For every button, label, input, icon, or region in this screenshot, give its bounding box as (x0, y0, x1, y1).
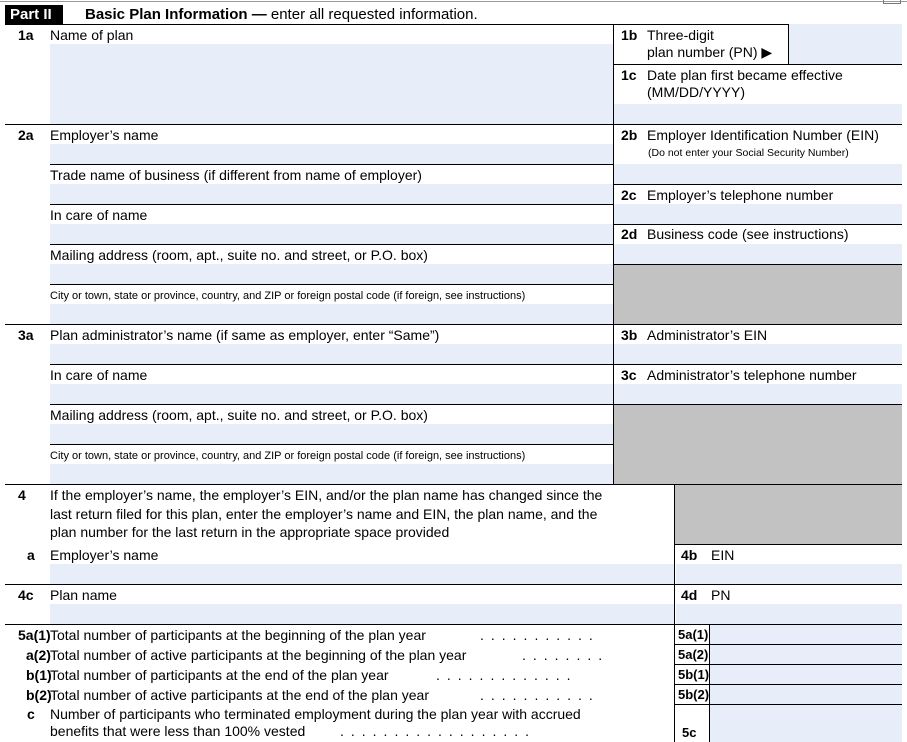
prior-plan-name-field[interactable] (50, 604, 674, 624)
rule-2b (614, 184, 902, 185)
label-2d: Business code (see instructions) (647, 226, 849, 242)
date-effective-field[interactable] (614, 104, 902, 124)
text-4-line2: last return filed for this plan, enter the employer’s name and EIN, the plan name, and the (50, 506, 598, 522)
rule-3a-2 (50, 404, 614, 405)
label-2c: Employer’s telephone number (647, 187, 834, 203)
prior-ein-field[interactable] (676, 564, 902, 584)
num-4b: 4b (681, 547, 698, 563)
num-5a2: a(2) (26, 647, 51, 663)
num-4a: a (27, 547, 35, 563)
label-employer-name: Employer’s name (50, 127, 159, 143)
label-4b: EIN (711, 547, 735, 563)
rule-4-shade (675, 544, 902, 545)
label-1b-line2: plan number (PN) ▶ (647, 44, 773, 60)
divider-1b (788, 24, 789, 64)
shaded-area-2 (614, 265, 902, 324)
label-admin-name: Plan administrator’s name (if same as employer, enter “Same”) (50, 327, 440, 343)
rule-3a-3 (50, 444, 614, 445)
num-3b: 3b (621, 327, 638, 343)
part-title-bold: Basic Plan Information — (85, 6, 267, 23)
prior-employer-name-field[interactable] (50, 564, 674, 584)
leader-5a2: ........ (522, 647, 610, 663)
admin-ein-field[interactable] (614, 344, 902, 364)
active-participants-end-field[interactable] (710, 685, 902, 704)
label-2a-mailing: Mailing address (room, apt., suite no. and street, or P.O. box) (50, 247, 428, 263)
label-5a1: Total number of participants at the beginning of the plan year (50, 627, 426, 643)
label-5c-line2: benefits that were less than 100% vested (50, 723, 306, 739)
num-3a: 3a (18, 327, 34, 343)
rule-2a-3 (50, 244, 614, 245)
label-3c: Administrator’s telephone number (647, 367, 857, 383)
trade-name-field[interactable] (50, 184, 613, 204)
plan-number-field[interactable] (788, 24, 902, 64)
num-4: 4 (18, 487, 26, 503)
label-5a2: Total number of active participants at the beginning of the plan year (50, 647, 467, 663)
active-participants-begin-field[interactable] (710, 645, 902, 664)
text-4-line3: plan number for the last return in the appropriate space provided (50, 524, 450, 540)
num-1c: 1c (621, 67, 637, 83)
text-4-line1: If the employer’s name, the employer’s EIN, and/or the plan name has changed since the (50, 487, 603, 503)
leader-5c: .................. (340, 723, 537, 739)
label-5c-line1: Number of participants who terminated employment during the plan year with accrued (50, 706, 581, 722)
label-1b-line1: Three-digit (647, 27, 714, 43)
label-1c-line2: (MM/DD/YYYY) (647, 84, 745, 100)
label-2b: Employer Identification Number (EIN) (647, 127, 879, 143)
rule-section1 (5, 124, 902, 125)
rule-1b-bottom (614, 64, 902, 65)
leader-5a1: ........... (480, 627, 600, 643)
label-2a-care-of: In care of name (50, 207, 148, 223)
participants-end-field[interactable] (710, 665, 902, 684)
employer-phone-field[interactable] (614, 204, 902, 224)
admin-phone-field[interactable] (614, 384, 902, 404)
num-2c: 2c (621, 187, 637, 203)
employer-city-field[interactable] (50, 304, 613, 324)
column-divider-lower (674, 484, 675, 742)
part-label: Part II (5, 5, 63, 24)
employer-mailing-field[interactable] (50, 264, 613, 284)
rule-2a-2 (50, 204, 614, 205)
admin-mailing-field[interactable] (50, 424, 613, 444)
shaded-area-3 (614, 405, 902, 484)
rule-section2 (5, 324, 902, 325)
rule-3a-1 (50, 364, 614, 365)
part-instruction: enter all requested information. (270, 6, 478, 23)
rule-2c (614, 224, 902, 225)
plan-name-field[interactable] (50, 44, 613, 124)
box-label-5a2: 5a(2) (678, 647, 709, 662)
num-2a: 2a (18, 127, 34, 143)
num-2b: 2b (621, 127, 638, 143)
label-1c-line1: Date plan first became effective (647, 67, 843, 83)
box-label-5c: 5c (682, 725, 697, 740)
admin-name-field[interactable] (50, 344, 613, 364)
label-3a-care-of: In care of name (50, 367, 148, 383)
num-5c: c (27, 706, 35, 722)
shaded-area-4 (675, 485, 902, 544)
corner-checkbox (883, 0, 901, 4)
admin-care-of-field[interactable] (50, 384, 613, 404)
rule-3b (614, 364, 902, 365)
label-3a-mailing: Mailing address (room, apt., suite no. and street, or P.O. box) (50, 407, 428, 423)
num-5b2: b(2) (26, 687, 52, 703)
employer-name-field[interactable] (50, 144, 613, 164)
leader-5b2: ........... (480, 687, 600, 703)
label-5b1: Total number of participants at the end of the plan year (50, 667, 389, 683)
employer-care-of-field[interactable] (50, 224, 613, 244)
admin-city-field[interactable] (50, 464, 613, 484)
num-4c: 4c (18, 587, 34, 603)
num-2d: 2d (621, 226, 638, 242)
num-3c: 3c (621, 367, 637, 383)
label-trade-name: Trade name of business (if different from name of employer) (50, 167, 422, 183)
label-5b2: Total number of active participants at the end of the plan year (50, 687, 430, 703)
label-4c: Plan name (50, 587, 117, 603)
box-divider-5 (709, 624, 710, 742)
business-code-field[interactable] (614, 244, 902, 264)
label-3b: Administrator’s EIN (647, 327, 768, 343)
rule-2a-1 (50, 164, 614, 165)
top-rule (0, 1, 907, 2)
box-label-5b2: 5b(2) (678, 687, 710, 702)
num-1a: 1a (18, 27, 34, 43)
label-4a: Employer’s name (50, 547, 159, 563)
leader-5b1: ............. (436, 667, 578, 683)
rule-4ab (5, 584, 902, 585)
column-divider-upper (613, 24, 614, 484)
note-2b: (Do not enter your Social Security Number) (648, 147, 849, 159)
box-label-5a1: 5a(1) (678, 627, 709, 642)
box-label-5b1: 5b(1) (678, 667, 710, 682)
label-4d: PN (711, 587, 731, 603)
num-5b1: b(1) (26, 667, 52, 683)
label-3a-city: City or town, state or province, country, and ZIP or foreign postal code (if foreign, see instructions) (50, 450, 526, 462)
part-title (85, 5, 478, 24)
rule-2a-4 (50, 284, 614, 285)
label-1a: Name of plan (50, 27, 134, 43)
participants-begin-field[interactable] (710, 625, 902, 644)
employer-ein-field[interactable] (614, 164, 902, 184)
prior-pn-field[interactable] (676, 604, 902, 624)
header-rule (5, 24, 902, 25)
num-5a1: 5a(1) (18, 627, 51, 643)
num-4d: 4d (681, 587, 698, 603)
terminated-participants-field[interactable] (710, 705, 902, 742)
num-1b: 1b (621, 27, 638, 43)
label-2a-city: City or town, state or province, country, and ZIP or foreign postal code (if foreign, see instructions) (50, 290, 526, 302)
